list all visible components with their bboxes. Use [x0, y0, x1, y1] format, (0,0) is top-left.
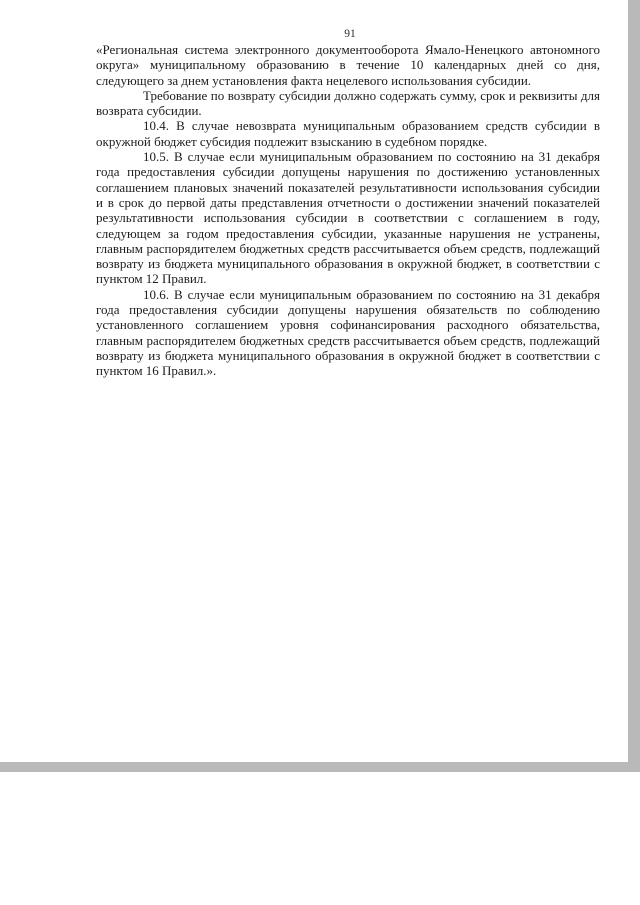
paragraph-10-6: 10.6. В случае если муниципальным образованием по состоянию на 31 декабря года предоставления субсидии допущены нарушения обязательств по соблюдению установленного соглашением уровня софинансирования расходного обязательства, главным распорядителем бюджетных средств рассчитывается объем средств, подлежащий возврату из бюджета муниципального образования в окружной бюджет в соответствии с пунктом 16 Правил.». — [96, 286, 600, 379]
paragraph-continuation: «Региональная система электронного документооборота Ямало-Ненецкого автономного округа» муниципальному образованию в течение 10 календарных дней со дня, следующего за днем установления факта нецелевого использования субсидии. — [96, 42, 600, 88]
document-body — [96, 42, 600, 379]
paragraph-refund-requirement: Требование по возврату субсидии должно содержать сумму, срок и реквизиты для возврата субсидии. — [96, 87, 600, 119]
paragraph-10-4: 10.4. В случае невозврата муниципальным образованием средств субсидии в окружной бюджет субсидия подлежит взысканию в судебном порядке. — [96, 118, 600, 149]
paragraph-10-5: 10.5. В случае если муниципальным образованием по состоянию на 31 декабря года предоставления субсидии допущены нарушения по достижению установленных соглашением плановых значений показателей результативности использования субсидии и в срок до первой даты представления отчетности о достижении значений показателей результативности использования субсидии в соответствии с соглашением в году, следующем за годом предоставления субсидии, указанные нарушения не устранены, главным распорядителем бюджетных средств рассчитывается объем средств, подлежащий возврату из бюджета муниципального образования в окружной бюджет, в соответствии с пунктом 12 Правил. — [96, 149, 600, 287]
page-number: 91 — [344, 28, 356, 40]
